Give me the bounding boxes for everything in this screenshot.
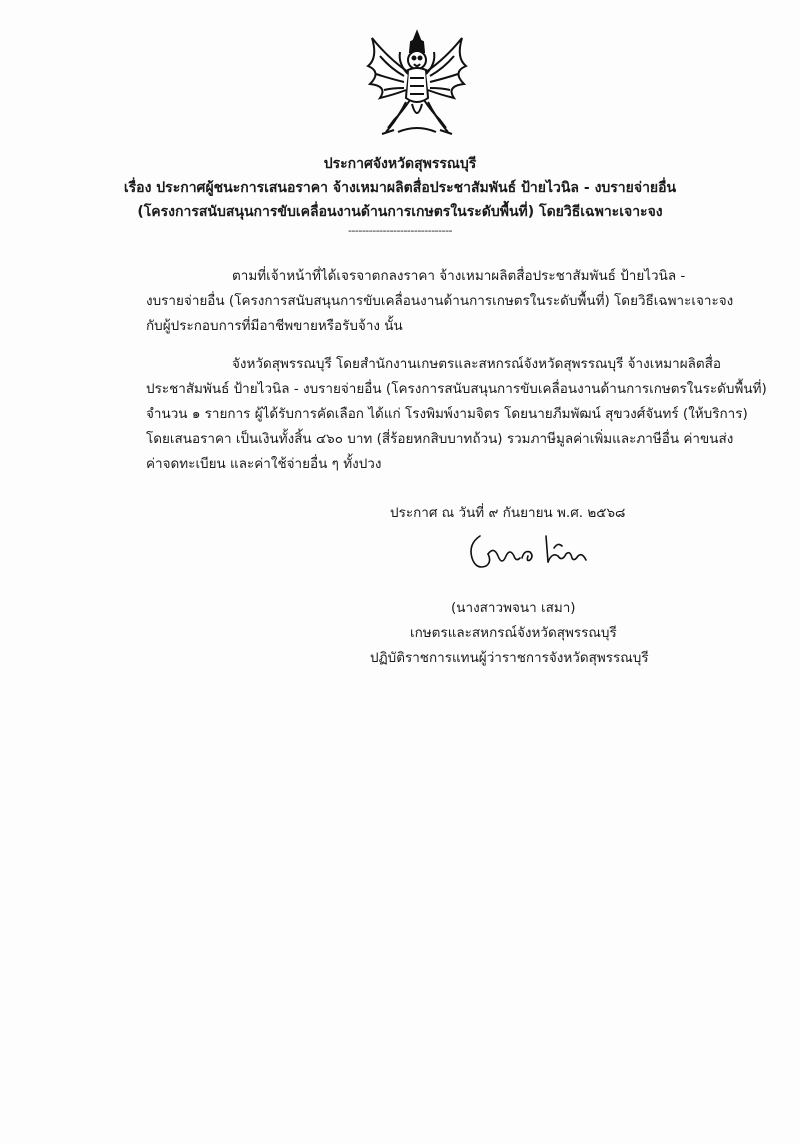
paragraph1-line: ตามที่เจ้าหน้าที่ได้เจรจาตกลงราคา จ้างเหมาผลิตสื่อประชาสัมพันธ์ ป้ายไวนิล - <box>232 268 686 284</box>
paragraph1-line: งบรายจ่ายอื่น (โครงการสนับสนุนการขับเคลื่อนงานด้านการเกษตรในระดับพื้นที่) โดยวิธีเฉพาะเจาะจง <box>146 293 734 309</box>
paragraph2-line: จังหวัดสุพรรณบุรี โดยสำนักงานเกษตรและสหกรณ์จังหวัดสุพรรณบุรี จ้างเหมาผลิตสื่อ <box>232 356 721 372</box>
garuda-emblem-icon <box>358 28 476 140</box>
signer-position: เกษตรและสหกรณ์จังหวัดสุพรรณบุรี <box>410 625 617 641</box>
paragraph2-line: ประชาสัมพันธ์ ป้ายไวนิล - งบรายจ่ายอื่น (โครงการสนับสนุนการขับเคลื่อนงานด้านการเกษตรในระดับพื้นที่) <box>146 381 767 397</box>
announcement-title: ประกาศจังหวัดสุพรรณบุรี <box>323 156 477 172</box>
paragraph2-line: โดยเสนอราคา เป็นเงินทั้งสิ้น ๔๖๐ บาท (สี่ร้อยหกสิบบาทถ้วน) รวมภาษีมูลค่าเพิ่มและภาษีอื่น ค่าขนส่ง <box>146 431 734 447</box>
paragraph1-line: กับผู้ประกอบการที่มีอาชีพขายหรือรับจ้าง นั้น <box>146 318 403 334</box>
separator-line: ------------------------------ <box>347 224 453 237</box>
announcement-date: ประกาศ ณ วันที่ ๙ กันยายน พ.ศ. ๒๕๖๘ <box>390 505 626 521</box>
subject-line-2: (โครงการสนับสนุนการขับเคลื่อนงานด้านการเกษตรในระดับพื้นที่) โดยวิธีเฉพาะเจาะจง <box>137 204 663 220</box>
handwritten-signature <box>462 522 592 582</box>
signer-acting-title: ปฏิบัติราชการแทนผู้ว่าราชการจังหวัดสุพรรณบุรี <box>370 650 649 666</box>
paragraph2-line: ค่าจดทะเบียน และค่าใช้จ่ายอื่น ๆ ทั้งปวง <box>146 456 382 472</box>
paragraph2-line: จำนวน ๑ รายการ ผู้ได้รับการคัดเลือก ได้แก่ โรงพิมพ์งามจิตร โดยนายภีมพัฒน์ สุขวงศ์จันทร์ (ให้บริการ) <box>146 406 748 422</box>
signer-name: (นางสาวพจนา เสมา) <box>451 600 576 616</box>
subject-line-1: เรื่อง ประกาศผู้ชนะการเสนอราคา จ้างเหมาผลิตสื่อประชาสัมพันธ์ ป้ายไวนิล - งบรายจ่ายอื่น <box>123 180 677 196</box>
